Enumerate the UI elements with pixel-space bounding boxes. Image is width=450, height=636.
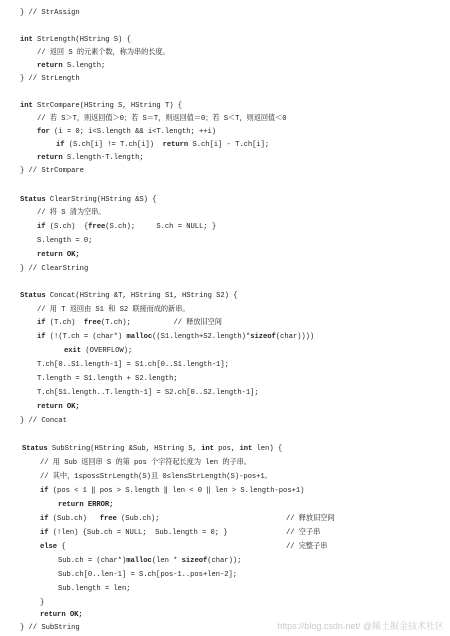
code-text: } // Concat (20, 417, 67, 425)
code-comment: // 完整子串 (286, 543, 328, 551)
code-line (58, 556, 241, 566)
code-text: S.length = 0; (37, 237, 93, 245)
code-text: (S.ch); S.ch = NULL; } (105, 223, 217, 231)
code-text: T.ch[0..S1.length-1] = S1.ch[0..S1.length-1]; (37, 361, 229, 369)
code-keyword: return (162, 141, 189, 149)
code-line (40, 458, 251, 468)
code-line (40, 514, 159, 524)
code-text: SubString(HString &Sub, HString S, (47, 445, 202, 453)
code-line (37, 127, 216, 137)
code-text: Sub.length = len; (58, 585, 131, 593)
code-line (37, 222, 216, 232)
code-line (40, 598, 44, 608)
code-line (37, 305, 189, 315)
code-text: (char)); (207, 557, 242, 565)
code-text: // 用 T 返回由 S1 和 S2 联接而成的新串。 (37, 306, 190, 314)
code-line (20, 166, 84, 176)
code-text: // 若 S＞T，则返回值＞0；若 S＝T，则返回值＝0；若 S＜T，则返回值＜0 (37, 115, 287, 123)
watermark: https://blog.csdn.net/ @稀土掘金技术社区 (277, 621, 444, 631)
code-text: } // StrCompare (20, 167, 84, 175)
code-text: StrCompare(HString S, HString T) { (32, 102, 183, 110)
code-text: S.ch[i] - T.ch[i]; (188, 141, 270, 149)
code-line (20, 291, 237, 301)
code-text: (OVERFLOW); (81, 347, 133, 355)
code-text: len) { (252, 445, 283, 453)
code-text: ((S1.length+S2.length)* (152, 333, 251, 341)
code-line (37, 360, 229, 370)
code-keyword: return OK; (40, 611, 83, 619)
code-text: Sub.ch = (char*) (58, 557, 127, 565)
code-keyword: return OK; (37, 251, 80, 259)
code-line (37, 402, 80, 412)
code-keyword: return OK; (37, 403, 80, 411)
code-line (56, 140, 269, 150)
code-text: pos, (213, 445, 240, 453)
code-keyword: if (37, 319, 46, 327)
code-line (20, 101, 182, 111)
code-line (37, 236, 92, 246)
code-text: } (40, 599, 45, 607)
code-keyword: malloc (126, 333, 153, 341)
code-keyword: if (37, 333, 46, 341)
code-text: (Sub.ch); (116, 515, 160, 523)
code-keyword: Status (20, 196, 46, 204)
code-line (40, 472, 272, 482)
code-line (37, 48, 170, 58)
code-text: (S.ch) { (45, 223, 89, 231)
code-keyword: else (40, 543, 58, 551)
code-keyword: return (37, 154, 63, 162)
code-text: S.length-T.length; (62, 154, 144, 162)
code-text: // 返回 S 的元素个数，称为串的长度。 (37, 49, 170, 57)
code-text: (char)))) (275, 333, 315, 341)
code-line (58, 500, 113, 510)
code-text: Sub.ch[0..len-1] = S.ch[pos-1..pos+len-2]; (58, 571, 238, 579)
code-line (20, 416, 67, 426)
code-line (20, 623, 80, 633)
code-keyword: if (56, 141, 65, 149)
code-line (20, 264, 88, 274)
code-line (37, 250, 80, 260)
code-text: (!(T.ch = (char*) (45, 333, 127, 341)
code-keyword: Status (22, 445, 48, 453)
code-line (40, 528, 228, 538)
code-keyword: return ERROR; (58, 501, 114, 509)
code-keyword: Status (20, 292, 46, 300)
code-line (40, 610, 83, 620)
code-line (58, 570, 237, 580)
code-line (20, 74, 80, 84)
code-line (37, 388, 259, 398)
code-line (20, 8, 80, 18)
code-keyword: int (20, 102, 33, 110)
code-text: // 将 S 清为空串。 (37, 209, 106, 217)
code-line (40, 542, 66, 552)
code-keyword: return (37, 62, 63, 70)
code-keyword: int (201, 445, 214, 453)
code-text: // 其中，1≤pos≤StrLength(S)且 0≤len≤StrLength(S)-pos+1。 (40, 473, 272, 481)
code-keyword: malloc (126, 557, 152, 565)
code-line (37, 208, 105, 218)
code-keyword: sizeof (250, 333, 276, 341)
code-line (20, 195, 156, 205)
code-keyword: if (40, 487, 49, 495)
code-text: (Sub.ch) (48, 515, 100, 523)
code-keyword: int (239, 445, 253, 453)
code-line (37, 318, 222, 328)
code-keyword: exit (64, 347, 82, 355)
code-keyword: for (37, 128, 50, 136)
code-text: Concat(HString &T, HString S1, HString S2) { (45, 292, 238, 300)
code-text: T.length = S1.length + S2.length; (37, 375, 178, 383)
code-line (37, 114, 287, 124)
code-text: (!len) {Sub.ch = NULL; Sub.length = 0; } (48, 529, 228, 537)
code-text: (len * (151, 557, 182, 565)
code-line (37, 153, 144, 163)
code-line (58, 584, 130, 594)
code-text: StrLength(HString S) { (32, 36, 131, 44)
code-line (64, 346, 132, 356)
code-text: } // StrLength (20, 75, 80, 83)
code-text: (S.ch[i] != T.ch[i]) (64, 141, 163, 149)
code-text: // 用 Sub 返回串 S 的第 pos 个字符起长度为 len 的子串。 (40, 459, 251, 467)
code-text: { (57, 543, 66, 551)
code-keyword: if (40, 529, 49, 537)
code-text: (T.ch); // 释放旧空间 (100, 319, 222, 327)
code-text: S.length; (62, 62, 106, 70)
code-keyword: int (20, 36, 33, 44)
code-text: } // SubString (20, 624, 80, 632)
code-line (37, 374, 178, 384)
code-text: (T.ch) (45, 319, 84, 327)
code-keyword: free (83, 319, 101, 327)
code-text: } // ClearString (20, 265, 89, 273)
code-text: ClearString(HString &S) { (45, 196, 157, 204)
code-keyword: free (88, 223, 106, 231)
code-keyword: free (99, 515, 117, 523)
code-text: (i = 0; i<S.length && i<T.length; ++i) (49, 128, 217, 136)
code-line (22, 444, 282, 454)
code-keyword: if (40, 515, 49, 523)
code-line (37, 332, 314, 342)
code-comment: // 空子串 (286, 529, 321, 537)
code-text: (pos < 1 ‖ pos > S.length ‖ len < 0 ‖ len > S.length-pos+1) (48, 487, 305, 495)
code-line (40, 486, 304, 496)
code-comment: // 释放旧空间 (286, 515, 335, 523)
code-keyword: if (37, 223, 46, 231)
code-text: } // StrAssign (20, 9, 80, 17)
code-text: T.ch[S1.length..T.length-1] = S2.ch[0..S2.length-1]; (37, 389, 259, 397)
code-line (20, 35, 131, 45)
code-line (37, 61, 105, 71)
code-keyword: sizeof (181, 557, 208, 565)
